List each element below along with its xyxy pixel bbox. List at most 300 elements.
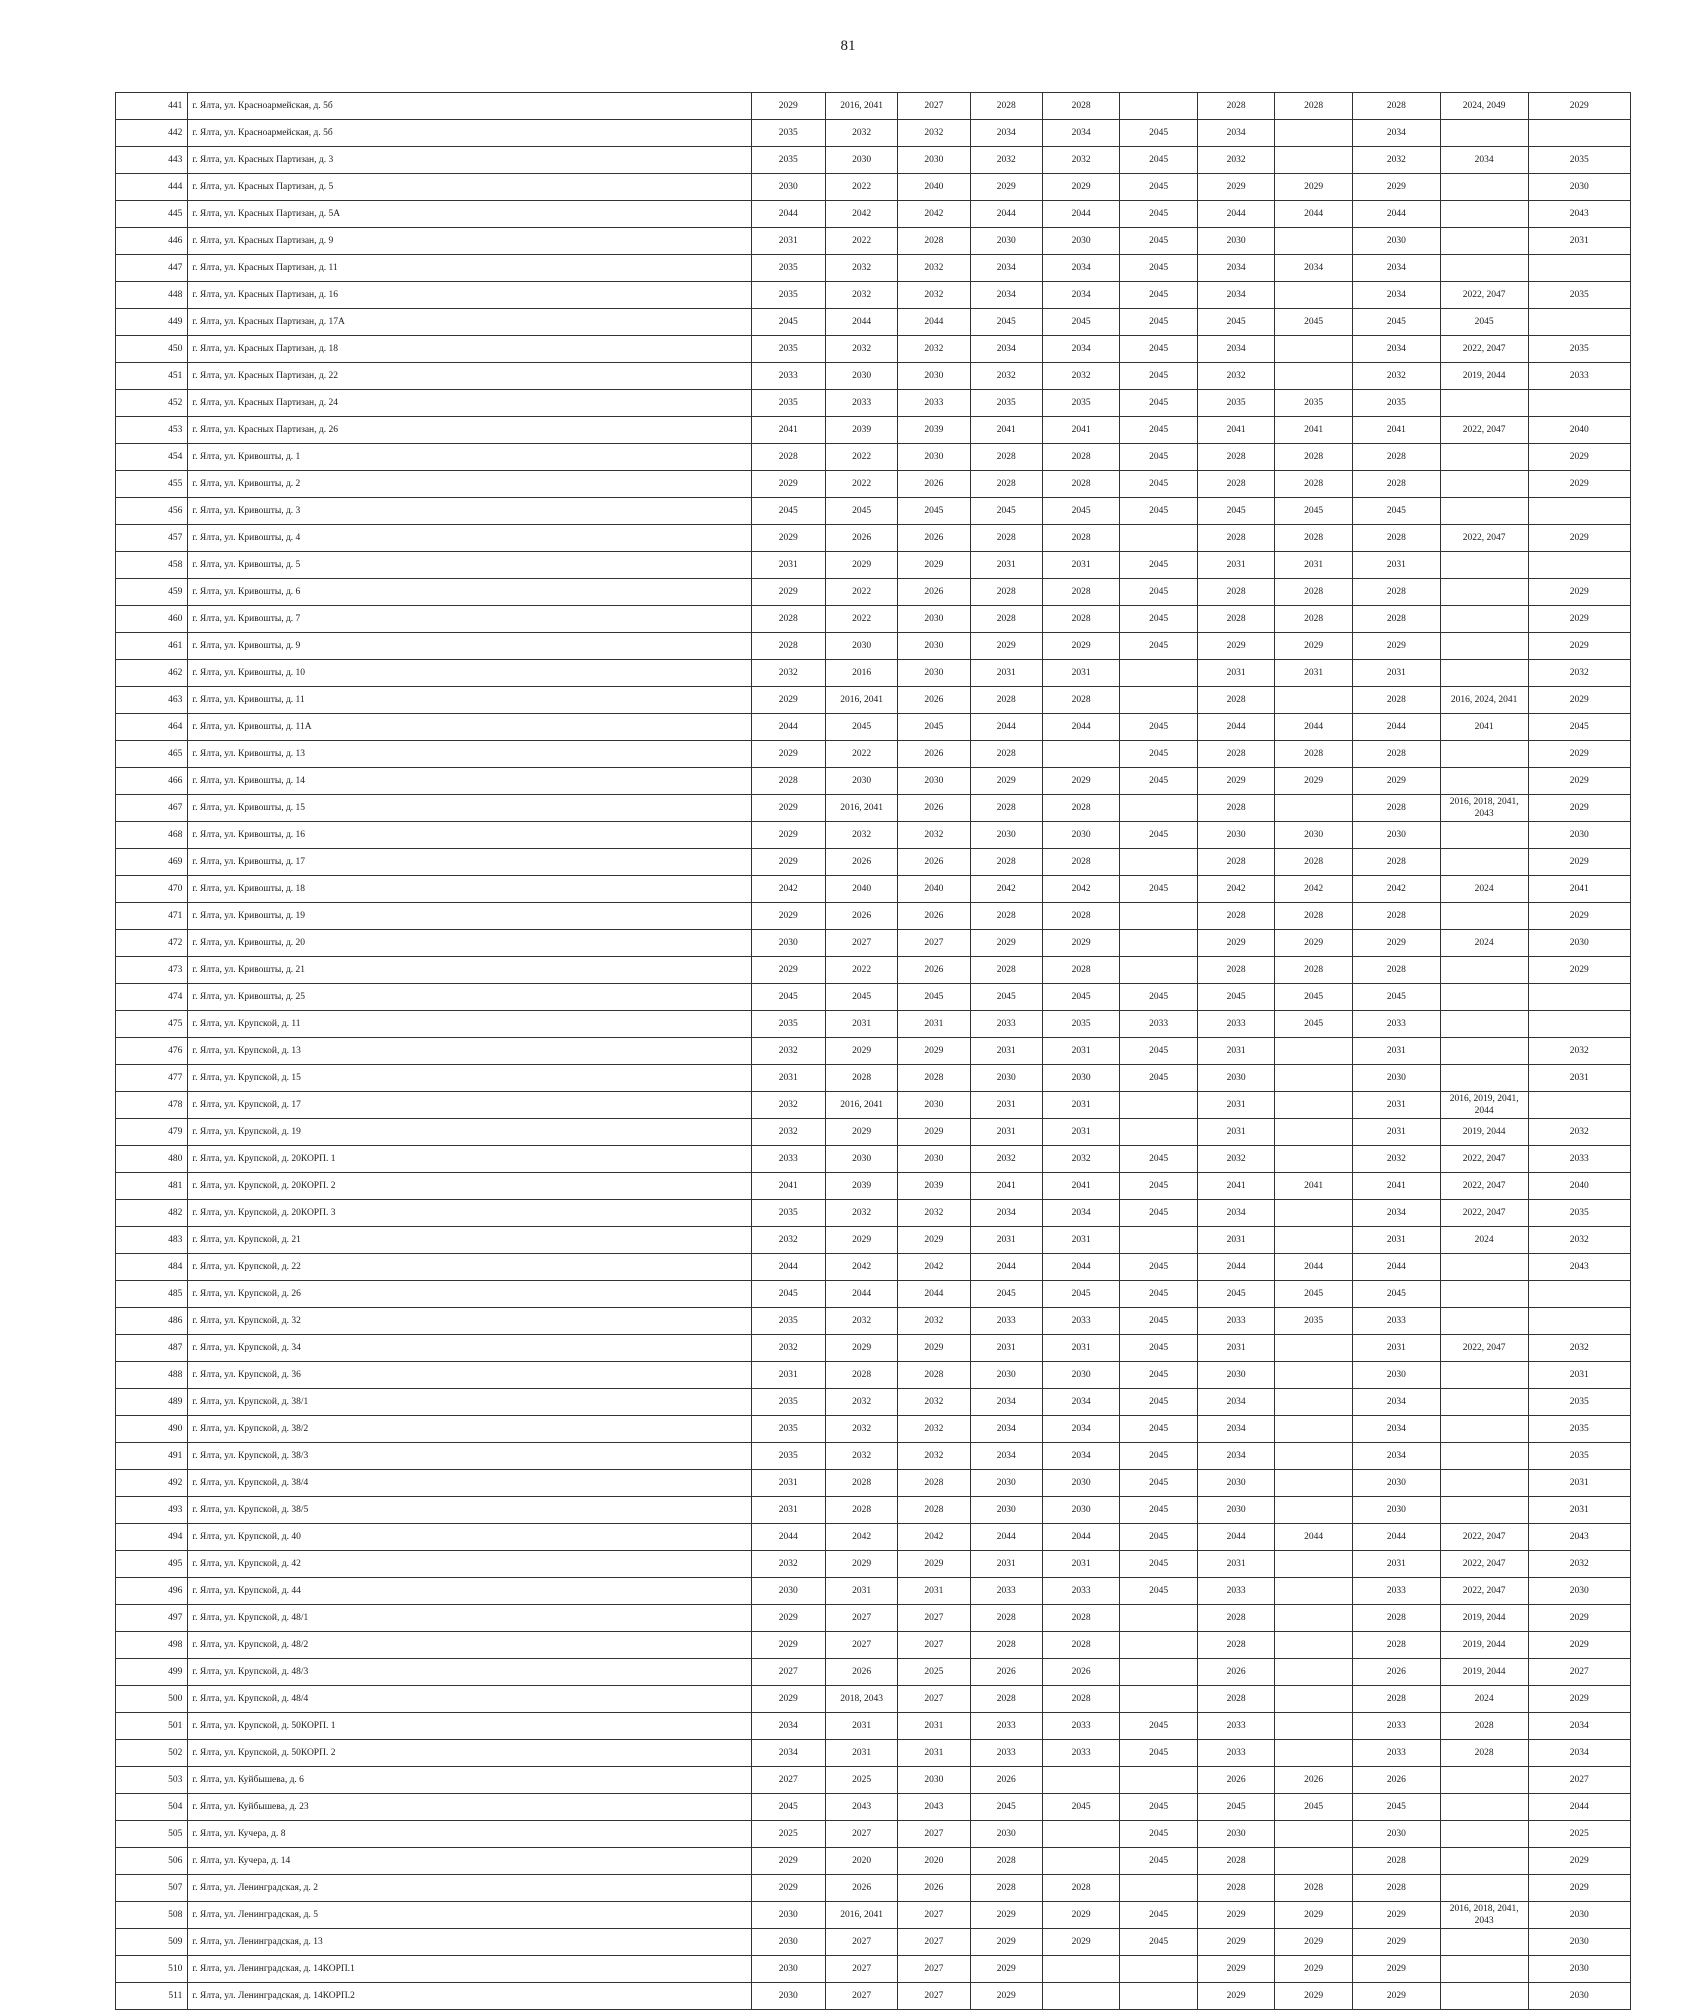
year-cell: 2026 xyxy=(970,1767,1042,1794)
year-cell: 2028 xyxy=(1042,444,1120,471)
row-number-cell: 478 xyxy=(116,1092,188,1119)
year-cell: 2030 xyxy=(1197,822,1275,849)
year-cell: 2032 xyxy=(1528,1335,1630,1362)
year-cell xyxy=(1042,1848,1120,1875)
year-cell: 2032 xyxy=(1528,1551,1630,1578)
year-cell: 2028 xyxy=(1197,903,1275,930)
table-row xyxy=(116,822,1631,849)
year-cell: 2030 xyxy=(825,363,897,390)
year-cell: 2032 xyxy=(1197,1146,1275,1173)
year-cell: 2045 xyxy=(1120,1443,1198,1470)
year-cell: 2025 xyxy=(751,1821,825,1848)
year-cell: 2028 xyxy=(1275,1875,1353,1902)
year-cell: 2027 xyxy=(825,1983,897,2010)
year-cell: 2029 xyxy=(1275,1902,1353,1929)
year-cell: 2031 xyxy=(1352,1038,1440,1065)
year-cell: 2028 xyxy=(1197,957,1275,984)
year-cell: 2029 xyxy=(1352,1956,1440,1983)
address-cell: г. Ялта, ул. Крупской, д. 38/2 xyxy=(188,1416,751,1443)
year-cell: 2045 xyxy=(1120,147,1198,174)
row-number-cell: 503 xyxy=(116,1767,188,1794)
year-cell: 2029 xyxy=(825,1119,897,1146)
year-cell: 2029 xyxy=(970,633,1042,660)
row-number-cell: 495 xyxy=(116,1551,188,1578)
year-cell: 2030 xyxy=(1352,1497,1440,1524)
year-cell xyxy=(1440,741,1528,768)
year-cell: 2022, 2047 xyxy=(1440,1524,1528,1551)
year-cell: 2033 xyxy=(1528,1146,1630,1173)
year-cell: 2033 xyxy=(970,1308,1042,1335)
table-row xyxy=(116,363,1631,390)
year-cell: 2031 xyxy=(1528,1470,1630,1497)
year-cell: 2045 xyxy=(751,498,825,525)
year-cell xyxy=(1440,849,1528,876)
year-cell: 2045 xyxy=(1120,741,1198,768)
year-cell: 2028 xyxy=(825,1065,897,1092)
row-number-cell: 476 xyxy=(116,1038,188,1065)
year-cell: 2033 xyxy=(1042,1740,1120,1767)
year-cell: 2032 xyxy=(825,1416,897,1443)
year-cell: 2045 xyxy=(1528,714,1630,741)
year-cell: 2045 xyxy=(1120,1065,1198,1092)
year-cell: 2028 xyxy=(1275,849,1353,876)
year-cell xyxy=(1275,120,1353,147)
year-cell: 2026 xyxy=(898,957,970,984)
year-cell: 2025 xyxy=(898,1659,970,1686)
year-cell: 2028 xyxy=(970,606,1042,633)
year-cell: 2030 xyxy=(898,444,970,471)
year-cell xyxy=(1120,1632,1198,1659)
year-cell: 2032 xyxy=(825,282,897,309)
year-cell: 2026 xyxy=(898,579,970,606)
year-cell: 2030 xyxy=(970,1821,1042,1848)
year-cell: 2016, 2024, 2041 xyxy=(1440,687,1528,714)
year-cell: 2028 xyxy=(970,1632,1042,1659)
row-number-cell: 462 xyxy=(116,660,188,687)
year-cell: 2028 xyxy=(970,849,1042,876)
year-cell: 2033 xyxy=(970,1740,1042,1767)
year-cell xyxy=(1440,1416,1528,1443)
year-cell: 2029 xyxy=(751,93,825,120)
year-cell xyxy=(1440,1794,1528,1821)
year-cell: 2031 xyxy=(1528,1497,1630,1524)
year-cell: 2027 xyxy=(898,1821,970,1848)
year-cell xyxy=(1528,498,1630,525)
address-cell: г. Ялта, ул. Красных Партизан, д. 17А xyxy=(188,309,751,336)
year-cell: 2028 xyxy=(1197,579,1275,606)
year-cell: 2032 xyxy=(751,660,825,687)
row-number-cell: 511 xyxy=(116,1983,188,2010)
year-cell: 2031 xyxy=(751,1470,825,1497)
year-cell: 2032 xyxy=(825,1389,897,1416)
row-number-cell: 481 xyxy=(116,1173,188,1200)
row-number-cell: 507 xyxy=(116,1875,188,1902)
year-cell: 2020 xyxy=(825,1848,897,1875)
year-cell: 2029 xyxy=(1528,1605,1630,1632)
year-cell: 2042 xyxy=(898,201,970,228)
year-cell: 2024 xyxy=(1440,1686,1528,1713)
year-cell: 2034 xyxy=(751,1740,825,1767)
address-cell: г. Ялта, ул. Крупской, д. 48/2 xyxy=(188,1632,751,1659)
year-cell: 2030 xyxy=(1042,228,1120,255)
year-cell xyxy=(1440,1011,1528,1038)
address-cell: г. Ялта, ул. Ленинградская, д. 14КОРП.1 xyxy=(188,1956,751,1983)
year-cell: 2031 xyxy=(898,1011,970,1038)
row-number-cell: 493 xyxy=(116,1497,188,1524)
year-cell: 2045 xyxy=(1197,984,1275,1011)
year-cell: 2034 xyxy=(1197,282,1275,309)
address-cell: г. Ялта, ул. Кучера, д. 14 xyxy=(188,1848,751,1875)
year-cell: 2032 xyxy=(1042,363,1120,390)
year-cell: 2031 xyxy=(1042,1092,1120,1119)
year-cell: 2029 xyxy=(898,1227,970,1254)
year-cell xyxy=(1528,390,1630,417)
year-cell: 2027 xyxy=(751,1659,825,1686)
year-cell xyxy=(1275,1713,1353,1740)
row-number-cell: 443 xyxy=(116,147,188,174)
year-cell xyxy=(1440,390,1528,417)
address-cell: г. Ялта, ул. Крупской, д. 42 xyxy=(188,1551,751,1578)
year-cell: 2030 xyxy=(898,147,970,174)
year-cell: 2028 xyxy=(1042,606,1120,633)
year-cell: 2033 xyxy=(1352,1578,1440,1605)
year-cell: 2028 xyxy=(1197,1632,1275,1659)
table-row xyxy=(116,633,1631,660)
year-cell: 2034 xyxy=(1352,1443,1440,1470)
year-cell: 2044 xyxy=(1352,714,1440,741)
year-cell: 2019, 2044 xyxy=(1440,363,1528,390)
year-cell: 2044 xyxy=(970,1524,1042,1551)
year-cell: 2032 xyxy=(1352,147,1440,174)
year-cell: 2045 xyxy=(1197,498,1275,525)
address-cell: г. Ялта, ул. Крупской, д. 38/4 xyxy=(188,1470,751,1497)
year-cell xyxy=(1440,822,1528,849)
year-cell: 2026 xyxy=(898,849,970,876)
year-cell: 2022, 2047 xyxy=(1440,1335,1528,1362)
year-cell: 2031 xyxy=(1042,1038,1120,1065)
year-cell: 2029 xyxy=(898,1335,970,1362)
year-cell: 2020 xyxy=(898,1848,970,1875)
year-cell: 2041 xyxy=(1042,1173,1120,1200)
year-cell: 2034 xyxy=(1042,1416,1120,1443)
address-cell: г. Ялта, ул. Крупской, д. 40 xyxy=(188,1524,751,1551)
row-number-cell: 489 xyxy=(116,1389,188,1416)
year-cell xyxy=(1275,282,1353,309)
year-cell: 2028 xyxy=(1042,1632,1120,1659)
year-cell: 2032 xyxy=(825,1443,897,1470)
row-number-cell: 446 xyxy=(116,228,188,255)
year-cell: 2045 xyxy=(1120,471,1198,498)
year-cell: 2031 xyxy=(1197,1227,1275,1254)
year-cell xyxy=(1440,1065,1528,1092)
address-cell: г. Ялта, ул. Крупской, д. 20КОРП. 1 xyxy=(188,1146,751,1173)
year-cell: 2040 xyxy=(898,876,970,903)
year-cell: 2045 xyxy=(825,984,897,1011)
year-cell: 2031 xyxy=(1042,1335,1120,1362)
year-cell: 2045 xyxy=(1120,1902,1198,1929)
year-cell: 2031 xyxy=(1352,552,1440,579)
year-cell: 2016, 2041 xyxy=(825,1092,897,1119)
table-row xyxy=(116,390,1631,417)
year-cell: 2045 xyxy=(751,309,825,336)
year-cell: 2033 xyxy=(1042,1578,1120,1605)
year-cell: 2028 xyxy=(1352,957,1440,984)
row-number-cell: 500 xyxy=(116,1686,188,1713)
year-cell: 2027 xyxy=(825,1632,897,1659)
row-number-cell: 491 xyxy=(116,1443,188,1470)
year-cell: 2031 xyxy=(1352,1551,1440,1578)
row-number-cell: 482 xyxy=(116,1200,188,1227)
year-cell: 2045 xyxy=(1120,1470,1198,1497)
year-cell: 2035 xyxy=(751,147,825,174)
year-cell: 2028 xyxy=(970,1875,1042,1902)
year-cell: 2044 xyxy=(1275,714,1353,741)
year-cell: 2044 xyxy=(1197,714,1275,741)
year-cell: 2028 xyxy=(970,903,1042,930)
year-cell: 2030 xyxy=(1528,822,1630,849)
year-cell xyxy=(1440,1929,1528,1956)
year-cell: 2022 xyxy=(825,471,897,498)
year-cell: 2029 xyxy=(1528,1875,1630,1902)
year-cell xyxy=(1120,660,1198,687)
table-row xyxy=(116,1821,1631,1848)
year-cell: 2028 xyxy=(1042,1605,1120,1632)
year-cell: 2044 xyxy=(1352,201,1440,228)
table-row xyxy=(116,1389,1631,1416)
year-cell: 2028 xyxy=(1440,1713,1528,1740)
year-cell: 2022, 2047 xyxy=(1440,1578,1528,1605)
year-cell: 2027 xyxy=(825,1821,897,1848)
address-cell: г. Ялта, ул. Кривошты, д. 20 xyxy=(188,930,751,957)
table-row xyxy=(116,444,1631,471)
year-cell: 2030 xyxy=(970,228,1042,255)
table-row xyxy=(116,1713,1631,1740)
year-cell: 2029 xyxy=(898,1551,970,1578)
year-cell: 2029 xyxy=(751,1632,825,1659)
year-cell: 2034 xyxy=(1352,1200,1440,1227)
row-number-cell: 441 xyxy=(116,93,188,120)
year-cell xyxy=(1440,201,1528,228)
year-cell: 2029 xyxy=(825,1335,897,1362)
year-cell: 2035 xyxy=(751,1416,825,1443)
row-number-cell: 447 xyxy=(116,255,188,282)
address-cell: г. Ялта, ул. Крупской, д. 38/3 xyxy=(188,1443,751,1470)
year-cell: 2029 xyxy=(1197,768,1275,795)
year-cell: 2029 xyxy=(1528,606,1630,633)
table-row xyxy=(116,471,1631,498)
table-row xyxy=(116,309,1631,336)
row-number-cell: 497 xyxy=(116,1605,188,1632)
address-cell: г. Ялта, ул. Кривошты, д. 18 xyxy=(188,876,751,903)
year-cell: 2028 xyxy=(970,93,1042,120)
year-cell: 2029 xyxy=(751,849,825,876)
year-cell: 2044 xyxy=(1042,1254,1120,1281)
year-cell: 2026 xyxy=(1197,1767,1275,1794)
year-cell: 2032 xyxy=(751,1119,825,1146)
year-cell: 2044 xyxy=(1197,201,1275,228)
year-cell: 2029 xyxy=(970,1983,1042,2010)
year-cell: 2043 xyxy=(898,1794,970,1821)
year-cell: 2045 xyxy=(1120,1335,1198,1362)
year-cell: 2029 xyxy=(898,1119,970,1146)
year-cell: 2044 xyxy=(898,309,970,336)
year-cell: 2045 xyxy=(1120,1389,1198,1416)
year-cell: 2029 xyxy=(825,1551,897,1578)
year-cell: 2031 xyxy=(825,1740,897,1767)
year-cell: 2041 xyxy=(1352,1173,1440,1200)
table-row xyxy=(116,795,1631,822)
year-cell: 2045 xyxy=(970,309,1042,336)
table-row xyxy=(116,1956,1631,1983)
year-cell: 2030 xyxy=(970,1497,1042,1524)
year-cell: 2045 xyxy=(1120,417,1198,444)
year-cell: 2045 xyxy=(1120,1524,1198,1551)
year-cell: 2045 xyxy=(825,714,897,741)
year-cell: 2045 xyxy=(1197,1281,1275,1308)
year-cell: 2030 xyxy=(970,822,1042,849)
year-cell: 2029 xyxy=(751,822,825,849)
year-cell: 2027 xyxy=(898,1902,970,1929)
year-cell: 2031 xyxy=(825,1011,897,1038)
year-cell: 2031 xyxy=(1042,552,1120,579)
year-cell xyxy=(1440,957,1528,984)
year-cell: 2030 xyxy=(898,1767,970,1794)
year-cell: 2031 xyxy=(1042,1227,1120,1254)
year-cell: 2044 xyxy=(751,201,825,228)
year-cell: 2035 xyxy=(1275,390,1353,417)
year-cell: 2030 xyxy=(1352,822,1440,849)
year-cell: 2028 xyxy=(1197,525,1275,552)
year-cell: 2027 xyxy=(825,1929,897,1956)
address-cell: г. Ялта, ул. Ленинградская, д. 5 xyxy=(188,1902,751,1929)
year-cell: 2033 xyxy=(1120,1011,1198,1038)
table-row xyxy=(116,174,1631,201)
table-row xyxy=(116,93,1631,120)
address-cell: г. Ялта, ул. Крупской, д. 32 xyxy=(188,1308,751,1335)
year-cell: 2035 xyxy=(751,1389,825,1416)
year-cell: 2042 xyxy=(898,1254,970,1281)
year-cell: 2034 xyxy=(970,1416,1042,1443)
year-cell: 2029 xyxy=(751,1848,825,1875)
year-cell: 2044 xyxy=(1528,1794,1630,1821)
year-cell: 2045 xyxy=(1120,579,1198,606)
year-cell xyxy=(1440,1983,1528,2010)
year-cell xyxy=(1042,1767,1120,1794)
year-cell: 2045 xyxy=(1120,309,1198,336)
year-cell: 2028 xyxy=(751,444,825,471)
year-cell: 2028 xyxy=(1352,93,1440,120)
year-cell: 2029 xyxy=(898,1038,970,1065)
row-number-cell: 466 xyxy=(116,768,188,795)
year-cell xyxy=(1042,741,1120,768)
year-cell: 2045 xyxy=(1120,363,1198,390)
year-cell: 2031 xyxy=(1042,1119,1120,1146)
year-cell: 2030 xyxy=(1528,1956,1630,1983)
year-cell: 2030 xyxy=(825,147,897,174)
year-cell: 2030 xyxy=(1042,1362,1120,1389)
year-cell: 2045 xyxy=(1120,1146,1198,1173)
row-number-cell: 505 xyxy=(116,1821,188,1848)
year-cell: 2031 xyxy=(1352,1092,1440,1119)
table-row xyxy=(116,336,1631,363)
row-number-cell: 484 xyxy=(116,1254,188,1281)
year-cell xyxy=(1275,1389,1353,1416)
year-cell xyxy=(1120,849,1198,876)
year-cell: 2027 xyxy=(898,1632,970,1659)
year-cell: 2030 xyxy=(825,633,897,660)
year-cell: 2045 xyxy=(1120,1254,1198,1281)
address-cell: г. Ялта, ул. Красных Партизан, д. 26 xyxy=(188,417,751,444)
year-cell: 2026 xyxy=(898,795,970,822)
year-cell: 2022 xyxy=(825,579,897,606)
address-cell: г. Ялта, ул. Красноармейская, д. 5б xyxy=(188,120,751,147)
year-cell: 2034 xyxy=(1352,120,1440,147)
year-cell: 2028 xyxy=(970,1605,1042,1632)
row-number-cell: 475 xyxy=(116,1011,188,1038)
year-cell: 2026 xyxy=(825,1875,897,1902)
row-number-cell: 479 xyxy=(116,1119,188,1146)
year-cell: 2029 xyxy=(1275,1983,1353,2010)
year-cell: 2032 xyxy=(898,1443,970,1470)
year-cell xyxy=(1528,1281,1630,1308)
year-cell: 2028 xyxy=(1352,795,1440,822)
year-cell: 2029 xyxy=(1528,444,1630,471)
year-cell xyxy=(1120,687,1198,714)
year-cell: 2030 xyxy=(1528,1578,1630,1605)
year-cell: 2029 xyxy=(751,957,825,984)
year-cell xyxy=(1440,633,1528,660)
year-cell: 2016, 2041 xyxy=(825,795,897,822)
year-cell xyxy=(1120,1605,1198,1632)
year-cell: 2022, 2047 xyxy=(1440,1146,1528,1173)
year-cell: 2031 xyxy=(1197,552,1275,579)
year-cell: 2030 xyxy=(1528,1929,1630,1956)
year-cell: 2044 xyxy=(1352,1524,1440,1551)
year-cell: 2022 xyxy=(825,606,897,633)
year-cell: 2031 xyxy=(825,1578,897,1605)
address-cell: г. Ялта, ул. Крупской, д. 11 xyxy=(188,1011,751,1038)
address-cell: г. Ялта, ул. Кривошты, д. 21 xyxy=(188,957,751,984)
row-number-cell: 458 xyxy=(116,552,188,579)
year-cell: 2045 xyxy=(1120,1038,1198,1065)
table-row xyxy=(116,1146,1631,1173)
year-cell: 2031 xyxy=(751,1497,825,1524)
year-cell: 2034 xyxy=(1197,336,1275,363)
year-cell: 2045 xyxy=(1042,1794,1120,1821)
year-cell xyxy=(1275,336,1353,363)
year-cell: 2030 xyxy=(1197,1470,1275,1497)
year-cell xyxy=(1120,957,1198,984)
year-cell: 2028 xyxy=(1275,957,1353,984)
year-cell: 2026 xyxy=(1275,1767,1353,1794)
year-cell: 2040 xyxy=(1528,417,1630,444)
year-cell: 2031 xyxy=(751,1065,825,1092)
year-cell: 2027 xyxy=(825,1605,897,1632)
year-cell: 2030 xyxy=(1197,1065,1275,1092)
address-cell: г. Ялта, ул. Крупской, д. 17 xyxy=(188,1092,751,1119)
year-cell: 2029 xyxy=(1528,525,1630,552)
table-row xyxy=(116,1740,1631,1767)
address-cell: г. Ялта, ул. Кривошты, д. 9 xyxy=(188,633,751,660)
year-cell: 2033 xyxy=(751,1146,825,1173)
year-cell: 2029 xyxy=(1528,768,1630,795)
table-row xyxy=(116,714,1631,741)
table-row xyxy=(116,660,1631,687)
year-cell: 2045 xyxy=(1042,1281,1120,1308)
year-cell: 2032 xyxy=(825,120,897,147)
year-cell: 2045 xyxy=(1275,309,1353,336)
year-cell xyxy=(1528,1308,1630,1335)
